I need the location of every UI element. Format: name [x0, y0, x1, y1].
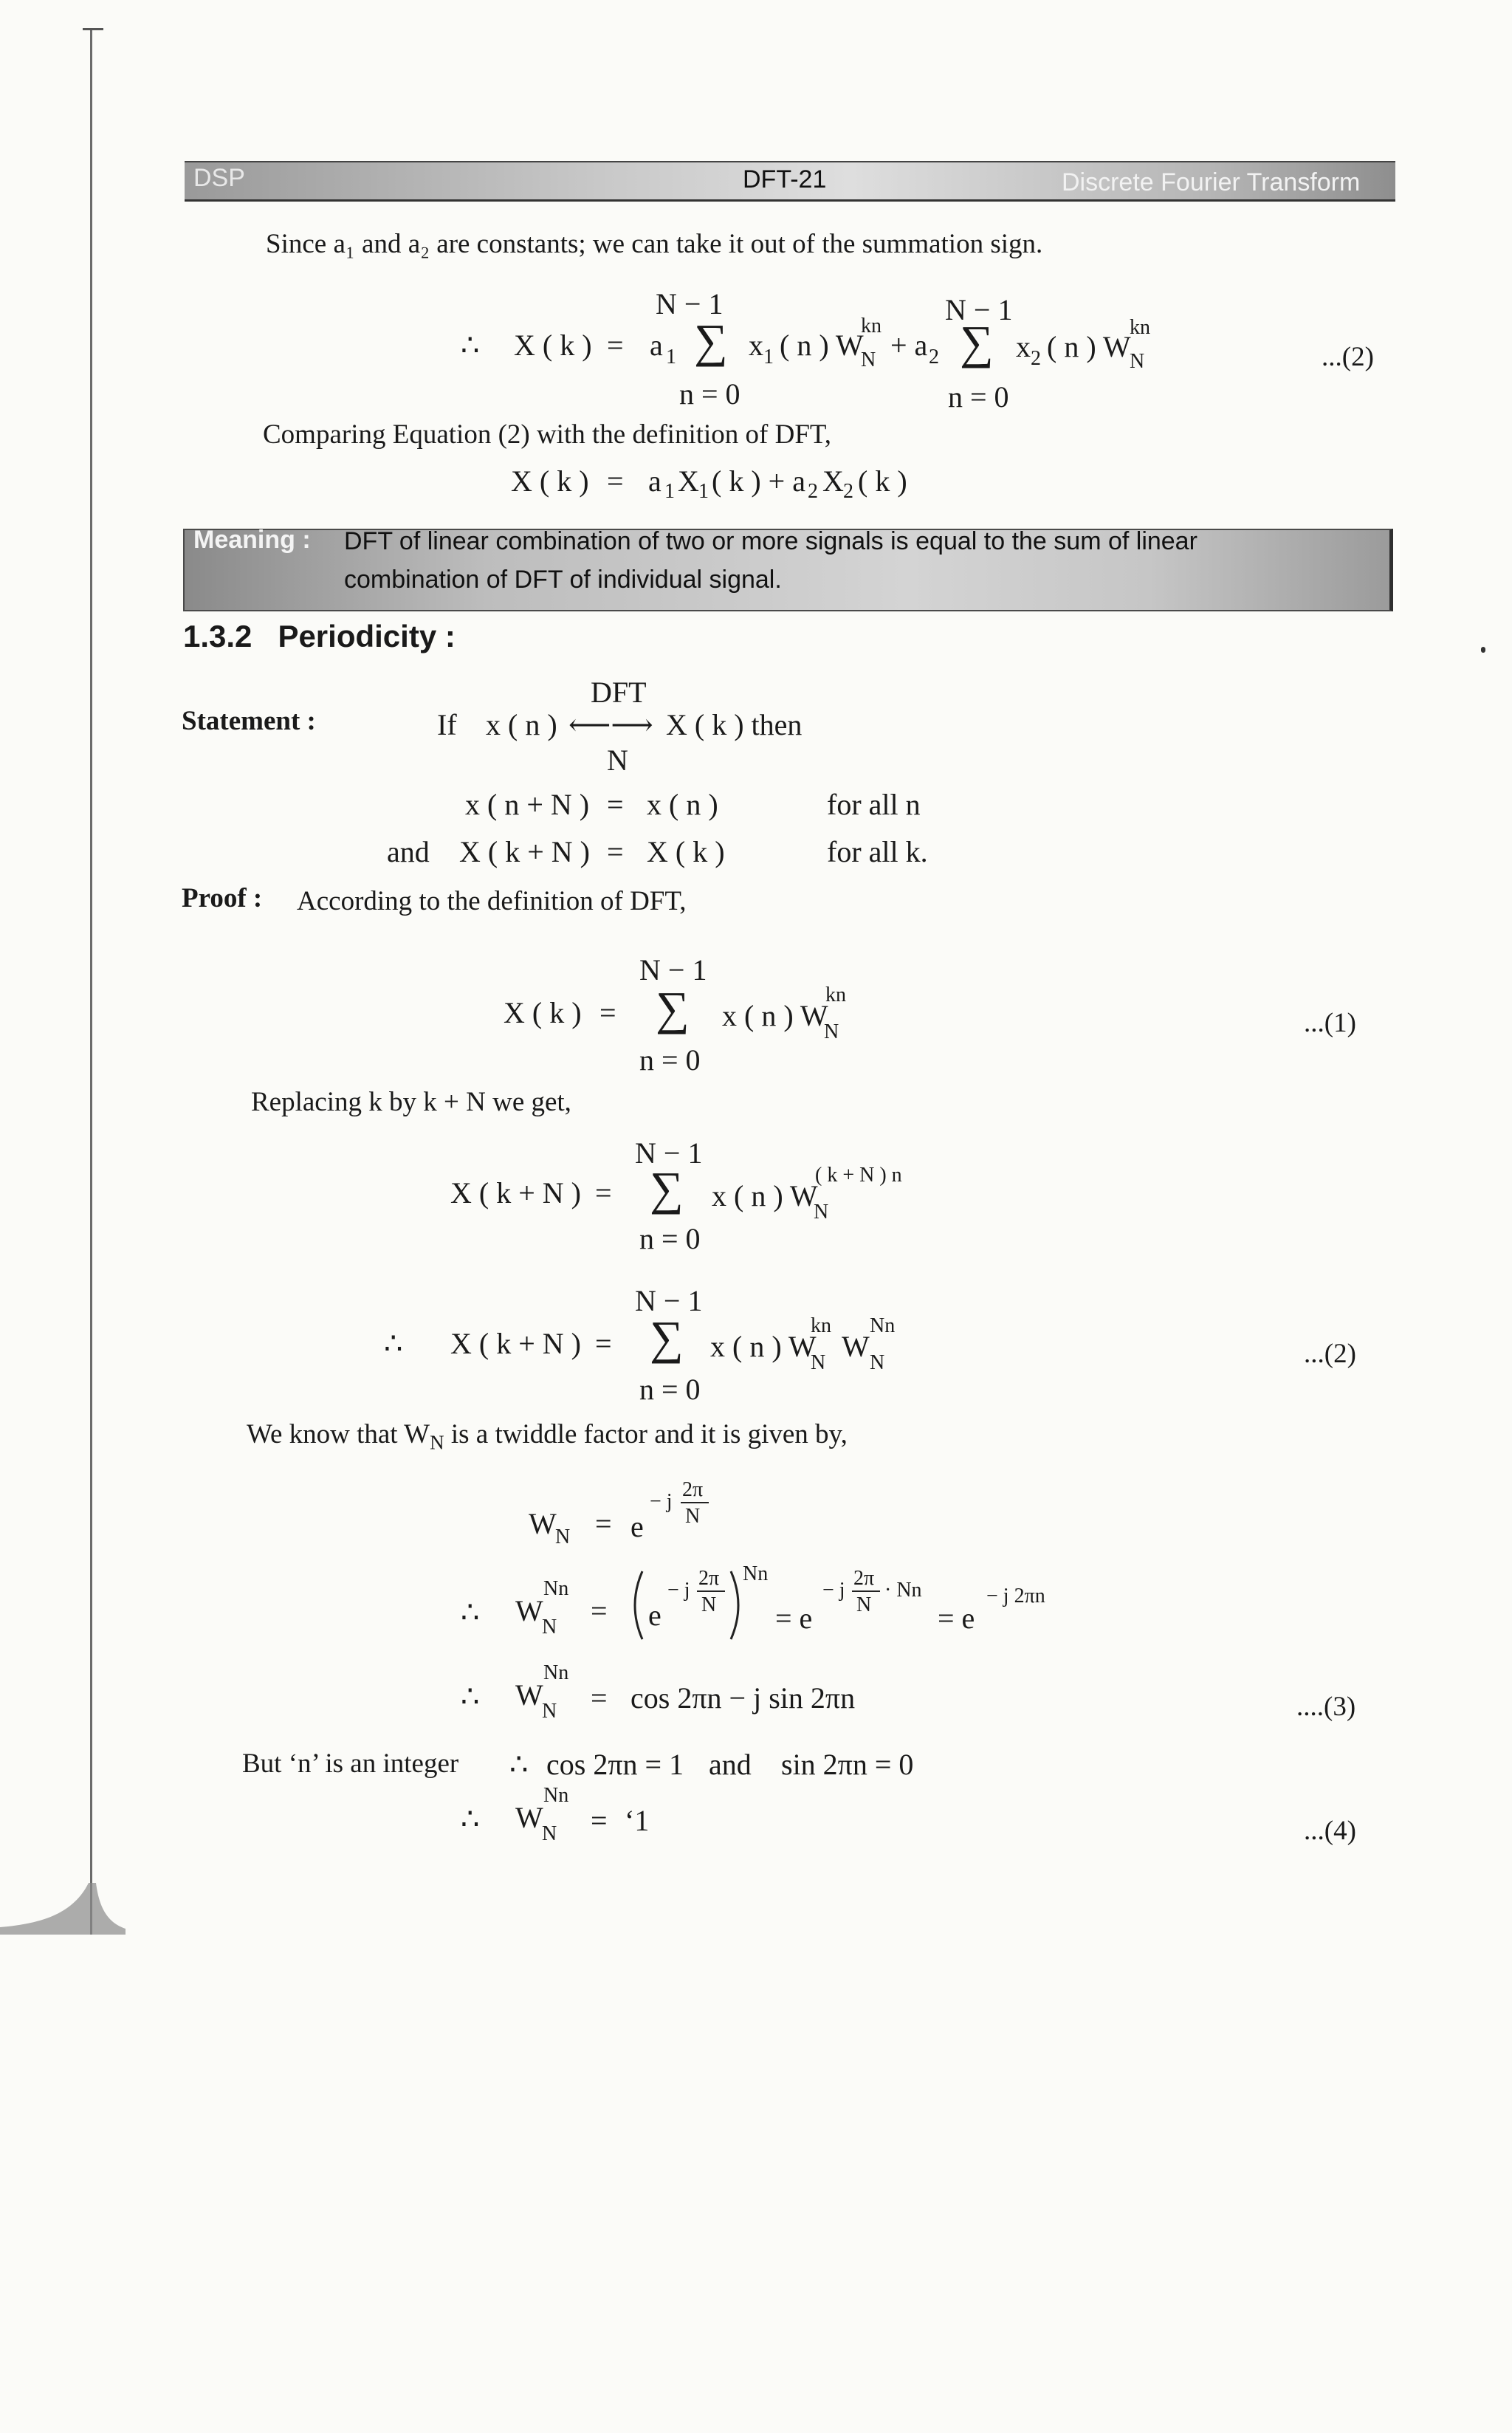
section-title: Periodicity : — [278, 619, 456, 653]
wnn-e: e — [648, 1599, 662, 1632]
term1-w-superscript: kn — [861, 315, 882, 337]
eq3-W: W — [515, 1678, 543, 1712]
result-X2-subscript: 2 — [843, 480, 853, 503]
wn-exp-prefix: − j — [650, 1490, 673, 1513]
equals-sign: = — [607, 329, 624, 362]
periodicity-eq2-lhs: X ( k + N ) — [459, 835, 590, 868]
proof-text: According to the definition of DFT, — [297, 886, 687, 916]
eq1-w-subscript: N — [824, 1020, 839, 1043]
chapter-title: Discrete Fourier Transform — [1062, 168, 1361, 196]
shifted-w-subscript: N — [814, 1201, 829, 1224]
periodicity-eq1-equals: = — [607, 788, 624, 821]
coefficient-a1-subscript: 1 — [666, 346, 676, 368]
eq4-number: ...(4) — [1304, 1816, 1356, 1846]
result-a1-subscript: 1 — [664, 480, 675, 503]
term2-subscript: 2 — [1031, 347, 1041, 370]
dft-pair-arrow: ⟵⟶ — [568, 708, 653, 741]
wnn-equals-e: = e — [775, 1602, 813, 1635]
result-a2-subscript: 2 — [808, 480, 818, 503]
result-lhs: X ( k ) — [511, 464, 589, 498]
eq2-w2-superscript: Nn — [870, 1314, 896, 1337]
proof-label: Proof : — [182, 883, 263, 913]
wnn-frac-denominator: N — [701, 1593, 717, 1616]
wnn-outer-superscript: Nn — [743, 1562, 769, 1585]
term2-w-subscript: N — [1130, 350, 1145, 373]
result-X1-subscript: 1 — [698, 480, 709, 503]
wnn-frac-numerator: 2π — [698, 1567, 720, 1590]
wn-W: W — [529, 1507, 557, 1540]
intro-paragraph: Since a₁ and a₂ are constants; we can take it out of the summation sign. — [266, 229, 1043, 259]
eq2-term: x ( n ) W — [710, 1330, 817, 1363]
eq3-equals: = — [591, 1681, 608, 1715]
shifted-sum-upper: N − 1 — [635, 1136, 703, 1170]
page-number: DFT-21 — [743, 165, 827, 193]
eq1-sum-upper: N − 1 — [639, 953, 707, 986]
eq3-superscript: Nn — [543, 1661, 569, 1684]
shifted-sigma: ∑ — [650, 1162, 684, 1215]
integer-text: But ‘n’ is an integer — [242, 1749, 459, 1779]
eq2-sum-upper: N − 1 — [635, 1284, 703, 1317]
eq4-equals: = — [591, 1804, 608, 1837]
shifted-w-superscript: ( k + N ) n — [815, 1164, 902, 1187]
eq1-w-superscript: kn — [825, 984, 846, 1006]
meaning-label: Meaning : — [193, 526, 311, 554]
shifted-term: x ( n ) W — [712, 1179, 818, 1212]
therefore-symbol: ∴ — [461, 329, 480, 362]
section-number: 1.3.2 — [183, 619, 252, 653]
eq2-W2: W — [842, 1330, 870, 1363]
statement-xn: x ( n ) — [486, 708, 557, 741]
wnn-exp2-numerator: 2π — [853, 1567, 875, 1590]
sum1-lower-limit: n = 0 — [679, 377, 740, 411]
replacing-paragraph: Replacing k by k + N we get, — [251, 1087, 571, 1117]
wnn-equals-e-2: = e — [938, 1602, 975, 1635]
result-argument: ( k ) + a — [712, 464, 805, 498]
eq1-equals: = — [599, 996, 616, 1029]
meaning-text-line-2: combination of DFT of individual signal. — [344, 566, 782, 594]
eq3-number: ....(3) — [1296, 1692, 1356, 1722]
term1-x: x — [749, 329, 763, 362]
integer-therefore: ∴ — [509, 1748, 529, 1781]
result-argument-2: ( k ) — [858, 464, 907, 498]
wnn-subscript: N — [542, 1616, 557, 1638]
sigma-symbol-2: ∑ — [960, 316, 994, 368]
periodicity-eq2-equals: = — [607, 835, 624, 868]
wn-equals: = — [595, 1507, 612, 1540]
term2-argument: ( n ) W — [1047, 330, 1131, 363]
eq2-equals: = — [595, 1327, 612, 1360]
wnn-exp-prefix: − j — [667, 1579, 690, 1602]
equation-lhs: X ( k ) — [514, 329, 592, 362]
eq4-W: W — [515, 1801, 543, 1834]
eq4-superscript: Nn — [543, 1784, 569, 1807]
sigma-symbol-1: ∑ — [694, 315, 728, 367]
twiddle-text-start: We know that W — [247, 1419, 430, 1449]
scan-speck — [1481, 647, 1485, 653]
wn-fraction-bar — [681, 1502, 709, 1503]
twiddle-text-end: is a twiddle factor and it is given by, — [450, 1419, 848, 1449]
eq1-term: x ( n ) W — [722, 999, 828, 1032]
wnn-exp2-denominator: N — [856, 1593, 872, 1616]
term2-x: x — [1016, 330, 1031, 363]
eq2-w2-subscript: N — [870, 1351, 885, 1374]
eq2-w1-superscript: kn — [811, 1314, 831, 1337]
eq2-therefore: ∴ — [384, 1327, 403, 1360]
coefficient-a2-subscript: 2 — [929, 346, 939, 368]
statement-label: Statement : — [182, 706, 316, 736]
eq2-w1-subscript: N — [811, 1351, 826, 1374]
cos-result: cos 2πn = 1 — [546, 1748, 684, 1781]
result-equals: = — [607, 464, 624, 498]
eq2-sum-lower: n = 0 — [639, 1373, 701, 1406]
wnn-exp2-suffix: · Nn — [884, 1579, 922, 1602]
eq4-therefore: ∴ — [461, 1802, 480, 1836]
wnn-W: W — [515, 1594, 543, 1627]
binding-edge-tab — [83, 28, 103, 30]
wnn-therefore: ∴ — [461, 1596, 480, 1629]
comparing-paragraph: Comparing Equation (2) with the definition of DFT, — [263, 419, 832, 450]
result-X2: X — [822, 464, 844, 498]
eq3-therefore: ∴ — [461, 1680, 480, 1713]
sum2-upper-limit: N − 1 — [945, 293, 1013, 326]
eq3-subscript: N — [542, 1700, 557, 1723]
wn-frac-denominator: N — [685, 1505, 701, 1528]
sin-result: sin 2πn = 0 — [781, 1748, 914, 1781]
eq2-sigma: ∑ — [650, 1311, 684, 1364]
shifted-equals: = — [595, 1176, 612, 1209]
term1-argument: ( n ) W — [780, 329, 864, 362]
wn-frac-numerator: 2π — [682, 1478, 704, 1501]
header-left-label: DSP — [193, 164, 245, 192]
eq1-sum-lower: n = 0 — [639, 1043, 701, 1077]
wn-subscript: N — [555, 1526, 571, 1548]
plus-a2: + a — [890, 329, 928, 362]
result-a1: a — [648, 464, 662, 498]
meaning-text-line-1: DFT of linear combination of two or more signals is equal to the sum of linear — [344, 527, 1197, 555]
periodicity-eq2-rhs: X ( k ) — [647, 835, 725, 868]
wnn-fraction-bar — [697, 1590, 725, 1592]
result-X1: X — [678, 464, 699, 498]
binding-shadow — [0, 1883, 126, 1935]
statement-if: If — [437, 708, 457, 741]
term2-w-superscript: kn — [1130, 316, 1150, 339]
section-heading — [183, 619, 456, 654]
wn-e: e — [630, 1510, 644, 1543]
wnn-exp2-prefix: − j — [822, 1579, 845, 1602]
eq3-rhs: cos 2πn − j sin 2πn — [630, 1681, 856, 1715]
eq1-lhs: X ( k ) — [504, 996, 582, 1029]
twiddle-paragraph — [247, 1421, 848, 1452]
dft-arrow-label: DFT — [591, 676, 647, 709]
periodicity-eq2-condition: for all k. — [827, 835, 928, 868]
wnn-exp2-fraction-bar — [852, 1590, 880, 1592]
eq1-sigma: ∑ — [656, 982, 690, 1034]
eq1-number: ...(1) — [1304, 1008, 1356, 1038]
shifted-lhs: X ( k + N ) — [450, 1176, 581, 1209]
dft-arrow-n: N — [607, 744, 628, 777]
eq4-subscript: N — [542, 1822, 557, 1845]
equation-number: ...(2) — [1322, 342, 1374, 372]
periodicity-and: and — [387, 835, 430, 868]
periodicity-eq1-lhs: x ( n + N ) — [465, 788, 590, 821]
eq2-lhs: X ( k + N ) — [450, 1327, 581, 1360]
periodicity-eq1-condition: for all n — [827, 788, 921, 821]
wnn-exp3: − j 2πn — [986, 1585, 1045, 1607]
integer-and: and — [709, 1748, 752, 1781]
wnn-equals: = — [591, 1594, 608, 1627]
sum1-upper-limit: N − 1 — [656, 287, 724, 320]
binding-edge-line — [90, 30, 92, 1935]
twiddle-subscript: N — [430, 1431, 444, 1454]
term1-w-subscript: N — [861, 349, 876, 371]
periodicity-eq1-rhs: x ( n ) — [647, 788, 718, 821]
term1-subscript: 1 — [763, 346, 774, 368]
coefficient-a1: a — [650, 329, 663, 362]
eq4-rhs: ‘1 — [625, 1804, 650, 1837]
wnn-superscript: Nn — [543, 1577, 569, 1600]
eq2-number: ...(2) — [1304, 1339, 1356, 1369]
left-paren — [625, 1568, 647, 1642]
shifted-sum-lower: n = 0 — [639, 1222, 701, 1255]
sum2-lower-limit: n = 0 — [948, 380, 1009, 413]
statement-Xk-then: X ( k ) then — [666, 708, 803, 741]
